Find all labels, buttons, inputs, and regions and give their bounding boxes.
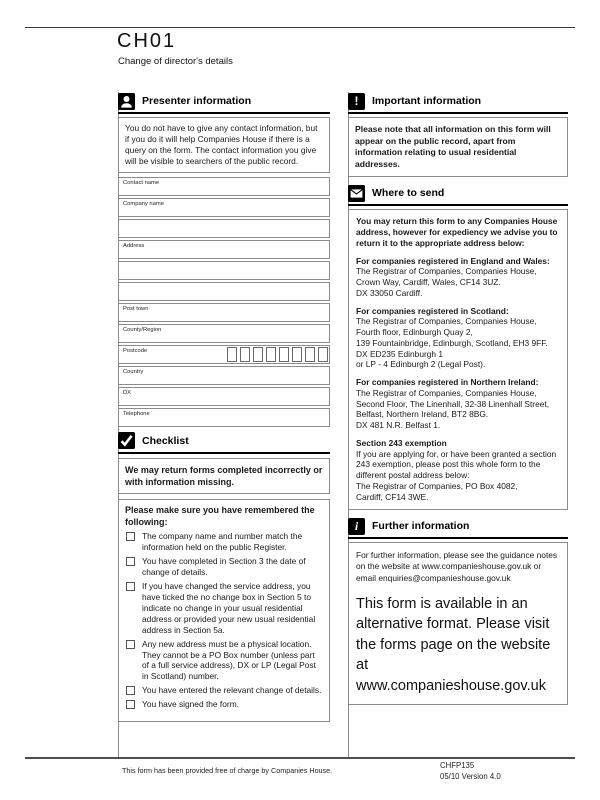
checkbox-icon[interactable]	[126, 532, 135, 541]
where-to-send-section-header	[348, 184, 568, 206]
checkbox-icon[interactable]	[126, 640, 135, 649]
footer-version: 05/10 Version 4.0	[440, 771, 501, 781]
send-address-block	[356, 256, 560, 299]
address-line: 139 Fountainbridge, Edinburgh, Scotland, EH3 9FF.	[356, 337, 548, 348]
important-info-text: Please note that all information on this form will appear on the public record, apart from information relating to usual residential addresses.	[348, 117, 568, 177]
form-field-blank[interactable]	[118, 261, 330, 280]
form-field-label: Postcode	[123, 347, 148, 354]
footer-print-code: CHFP135	[440, 761, 475, 770]
postcode-cell[interactable]	[266, 347, 277, 362]
postcode-cell[interactable]	[253, 347, 264, 362]
send-block-lines	[356, 388, 560, 431]
checkbox-icon[interactable]	[126, 686, 135, 695]
checklist-item-text: The company name and number match the information held on the public Register.	[142, 531, 303, 553]
form-field-dx[interactable]	[118, 387, 330, 406]
send-block-heading: For companies registered in Northern Ireland:	[356, 377, 539, 388]
checklist-item-text: You have signed the form.	[142, 699, 239, 710]
form-field-telephone[interactable]	[118, 408, 330, 427]
form-subtitle: Change of director's details	[118, 56, 233, 67]
form-field-company-name[interactable]	[118, 198, 330, 217]
checklist-item	[125, 531, 323, 553]
postcode-cell[interactable]	[227, 347, 238, 362]
top-rule	[25, 27, 575, 28]
envelope-icon	[348, 185, 365, 202]
where-to-send-section-title: Where to send	[372, 187, 445, 200]
address-line: If you are applying for, or have been granted a section 243 exemption, please post this whole form to the different postal address below:	[356, 448, 557, 481]
checklist-item-text: You have completed in Section 3 the date of change of details.	[142, 556, 306, 578]
form-field-label: County/Region	[123, 326, 162, 333]
form-field-post-town[interactable]	[118, 303, 330, 322]
footer-note: This form has been provided free of charge by Companies House.	[122, 766, 333, 775]
form-field-blank[interactable]	[118, 282, 330, 301]
important-section-header	[348, 92, 568, 114]
send-block-heading: For companies registered in England and Wales:	[356, 255, 550, 266]
form-field-label: Telephone	[123, 410, 150, 417]
important-section-title: Important information	[372, 95, 482, 107]
send-block-heading: Section 243 exemption	[356, 437, 447, 448]
checklist-item	[125, 685, 323, 696]
address-line: Belfast, Northern Ireland, BT2 8BG.	[356, 409, 489, 420]
checklist-item	[125, 699, 323, 710]
address-line: The Registrar of Companies, Companies House,	[356, 387, 537, 398]
checklist-item-text: You have entered the relevant change of details.	[142, 685, 322, 696]
address-line: Crown Way, Cardiff, Wales, CF14 3UZ.	[356, 277, 501, 288]
checklist-item-text: If you have changed the service address, you have ticked the no change box in Section 5 to indicate no change in your usual residential address or provided your new usual residential address in Section 5a.	[142, 581, 316, 635]
form-field-country[interactable]	[118, 366, 330, 385]
checklist-reminder-heading: Please make sure you have remembered the following:	[125, 504, 315, 527]
further-info-section-header	[348, 517, 568, 539]
postcode-cell[interactable]	[318, 347, 329, 362]
address-line: DX 481 N.R. Belfast 1.	[356, 420, 441, 431]
checkmark-icon	[118, 432, 135, 449]
address-line: The Registrar of Companies, Companies House,	[356, 266, 537, 277]
further-info-text: For further information, please see the guidance notes on the website at www.companieshouse.gov.uk or email enquiries@companieshouse.gov.uk	[356, 550, 558, 583]
info-icon: i	[348, 518, 365, 535]
postcode-cell[interactable]	[240, 347, 251, 362]
form-field-contact-name[interactable]	[118, 177, 330, 196]
form-field-label	[119, 262, 329, 264]
send-block-heading: For companies registered in Scotland:	[356, 305, 509, 316]
send-block-lines	[356, 316, 560, 370]
address-line: Fourth floor, Edinburgh Quay 2,	[356, 327, 473, 338]
left-column	[118, 92, 330, 722]
form-field-blank[interactable]	[118, 219, 330, 238]
checklist-item	[125, 556, 323, 578]
form-field-label: DX	[123, 389, 132, 396]
address-line: or LP - 4 Edinburgh 2 (Legal Post).	[356, 359, 486, 370]
address-line: DX 33050 Cardiff.	[356, 287, 423, 298]
form-field-label: Country	[123, 368, 144, 375]
checklist-section-header	[118, 432, 330, 454]
address-line: DX ED235 Edinburgh 1	[356, 348, 444, 359]
checkbox-icon[interactable]	[126, 700, 135, 709]
where-to-send-box	[348, 209, 568, 510]
checklist-item	[125, 581, 323, 636]
send-address-block	[356, 438, 560, 503]
form-field-label	[119, 220, 329, 222]
where-to-send-intro: You may return this form to any Companies House address, however for expediency we advise you to return it to the appropriate address below:	[356, 216, 558, 248]
form-field-label: Address	[123, 242, 145, 249]
footer-version-block	[440, 761, 501, 782]
presenter-intro-text: You do not have to give any contact information, but if you do it will help Companies House if there is a query on the form. The contact information you give will be visible to searchers of the public record.	[118, 117, 330, 173]
checklist-section-title: Checklist	[142, 434, 189, 447]
address-line: Second Floor, The Linenhall, 32-38 Linenhall Street,	[356, 398, 550, 409]
send-address-block	[356, 377, 560, 431]
send-block-lines	[356, 449, 560, 503]
send-block-lines	[356, 266, 560, 298]
further-info-box	[348, 542, 568, 704]
form-field-postcode[interactable]	[118, 345, 330, 364]
right-column	[348, 92, 568, 705]
checklist-items-box	[118, 499, 330, 722]
postcode-cell[interactable]	[292, 347, 303, 362]
presenter-fields	[118, 177, 330, 427]
form-field-label	[119, 283, 329, 285]
form-code: CH01	[117, 30, 177, 52]
address-line: Cardiff, CF14 3WE.	[356, 491, 429, 502]
postcode-cells	[227, 347, 329, 362]
checkbox-icon[interactable]	[126, 557, 135, 566]
exclamation-icon: !	[348, 93, 365, 110]
presenter-section-header	[118, 92, 330, 114]
checklist-warning-text: We may return forms completed incorrectly or with information missing.	[118, 458, 330, 494]
address-line: The Registrar of Companies, Companies House,	[356, 316, 537, 327]
presenter-section-title: Presenter information	[142, 95, 252, 107]
checklist-item	[125, 639, 323, 683]
checkbox-icon[interactable]	[126, 582, 135, 591]
form-field-county-region[interactable]	[118, 324, 330, 343]
address-line: The Registrar of Companies, PO Box 4082,	[356, 480, 518, 491]
form-field-label: Post town	[123, 305, 149, 312]
form-field-label: Contact name	[123, 179, 160, 186]
checklist-item-text: Any new address must be a physical location. They cannot be a PO Box number (unless part of a full service address), DX or LP (Legal Post in Scotland) number.	[142, 638, 316, 682]
person-icon	[118, 93, 135, 110]
form-field-label: Company name	[123, 200, 164, 207]
alt-format-notice: This form is available in an alternative format. Please visit the forms page on the website at www.companieshouse.gov.uk	[356, 595, 551, 694]
further-info-section-title: Further information	[372, 520, 470, 533]
send-address-block	[356, 306, 560, 371]
checklist-items	[125, 531, 323, 710]
send-address-blocks	[356, 256, 560, 503]
postcode-cell[interactable]	[279, 347, 290, 362]
form-field-address[interactable]	[118, 240, 330, 259]
postcode-cell[interactable]	[305, 347, 316, 362]
footer-rule	[25, 757, 575, 759]
